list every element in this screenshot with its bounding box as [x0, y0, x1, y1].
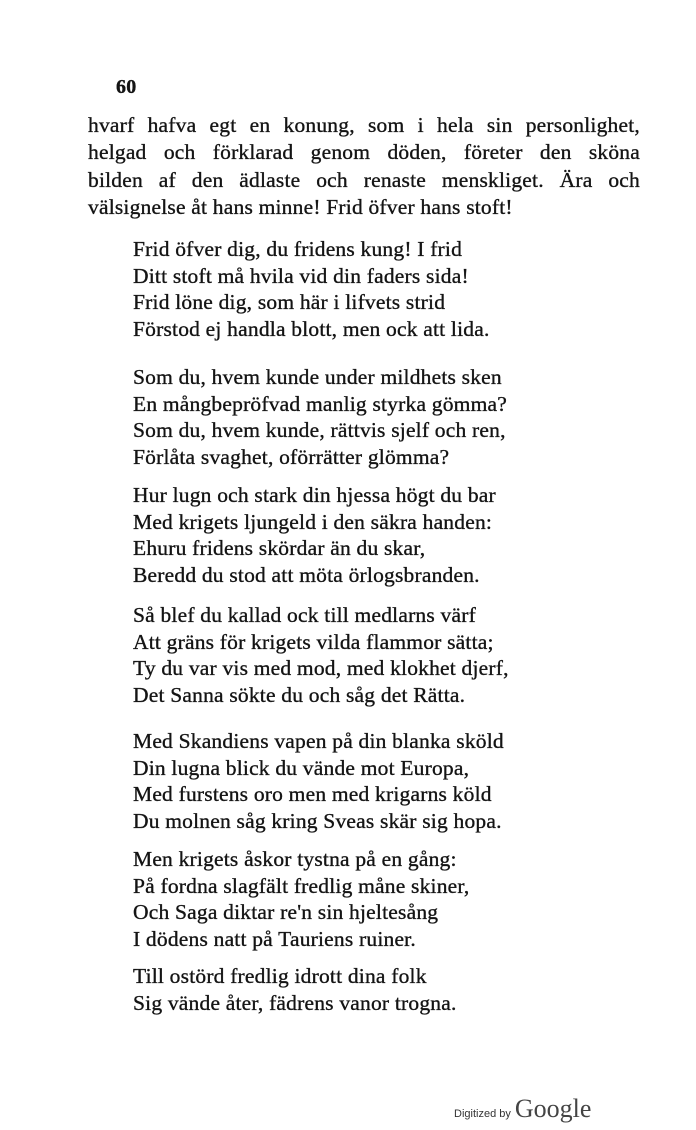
verse-line: Beredd du stod att möta örlogsbranden.: [133, 563, 480, 588]
verse-line: Men krigets åskor tystna på en gång:: [133, 847, 457, 871]
verse-line: Hur lugn och stark din hjessa högt du bar: [133, 483, 496, 507]
stanza: [133, 364, 507, 471]
verse-line: Din lugna blick du vände mot Europa,: [133, 755, 470, 780]
verse-line: Med furstens oro men med krigarns köld: [133, 782, 492, 807]
prose-line: bilden af den ädlaste och renaste menskliget. Ära och: [88, 167, 640, 192]
verse-line: Och Saga diktar re'n sin hjeltesång: [133, 900, 439, 925]
verse-line: Du molnen såg kring Sveas skär sig hopa.: [133, 809, 502, 834]
prose-paragraph: [88, 112, 640, 221]
verse-line: Som du, hvem kunde, rättvis sjelf och ren,: [133, 418, 506, 443]
verse-line: Med Skandiens vapen på din blanka sköld: [133, 729, 504, 753]
stanza: [133, 728, 504, 835]
verse-line: Frid öfver dig, du fridens kung! I frid: [133, 237, 463, 261]
verse-line: På fordna slagfält fredlig måne skiner,: [133, 873, 470, 898]
page-number: 60: [116, 76, 137, 98]
verse-line: Ehuru fridens skördar än du skar,: [133, 536, 426, 561]
google-logo: Google: [514, 1094, 592, 1123]
verse-line: Som du, hvem kunde under mildhets sken: [133, 365, 502, 389]
verse-line: Förlåta svaghet, oförrätter glömma?: [133, 445, 450, 470]
verse-line: Det Sanna sökte du och såg det Rätta.: [133, 683, 466, 708]
verse-line: Förstod ej handla blott, men ock att lida.: [133, 317, 490, 342]
stanza: [133, 236, 490, 343]
stanza: [133, 963, 457, 1016]
verse-line: Ty du var vis med mod, med klokhet djerf,: [133, 656, 509, 681]
prose-line: helgad och förklarad genom döden, företer den sköna: [88, 140, 640, 165]
prose-line: hvarf hafva egt en konung, som i hela sin personlighet,: [88, 113, 640, 137]
stanza: [133, 846, 470, 953]
verse-line: Att gräns för krigets vilda flammor sätta;: [133, 629, 494, 654]
stanza: [133, 482, 496, 589]
stanza: [133, 602, 509, 709]
digitized-by-label: Digitized by: [454, 1108, 511, 1120]
verse-line: Så blef du kallad ock till medlarns värf: [133, 603, 476, 627]
verse-line: Sig vände åter, fädrens vanor trogna.: [133, 990, 457, 1015]
prose-line: välsignelse åt hans minne! Frid öfver hans stoft!: [88, 194, 513, 219]
verse-line: En mångbepröfvad manlig styrka gömma?: [133, 391, 507, 416]
verse-line: Till ostörd fredlig idrott dina folk: [133, 964, 427, 988]
verse-line: Ditt stoft må hvila vid din faders sida!: [133, 263, 469, 288]
verse-line: Frid löne dig, som här i lifvets strid: [133, 290, 446, 315]
verse-line: Med krigets ljungeld i den säkra handen:: [133, 509, 493, 534]
verse-line: I dödens natt på Tauriens ruiner.: [133, 927, 416, 952]
digitization-watermark: [454, 1094, 591, 1124]
